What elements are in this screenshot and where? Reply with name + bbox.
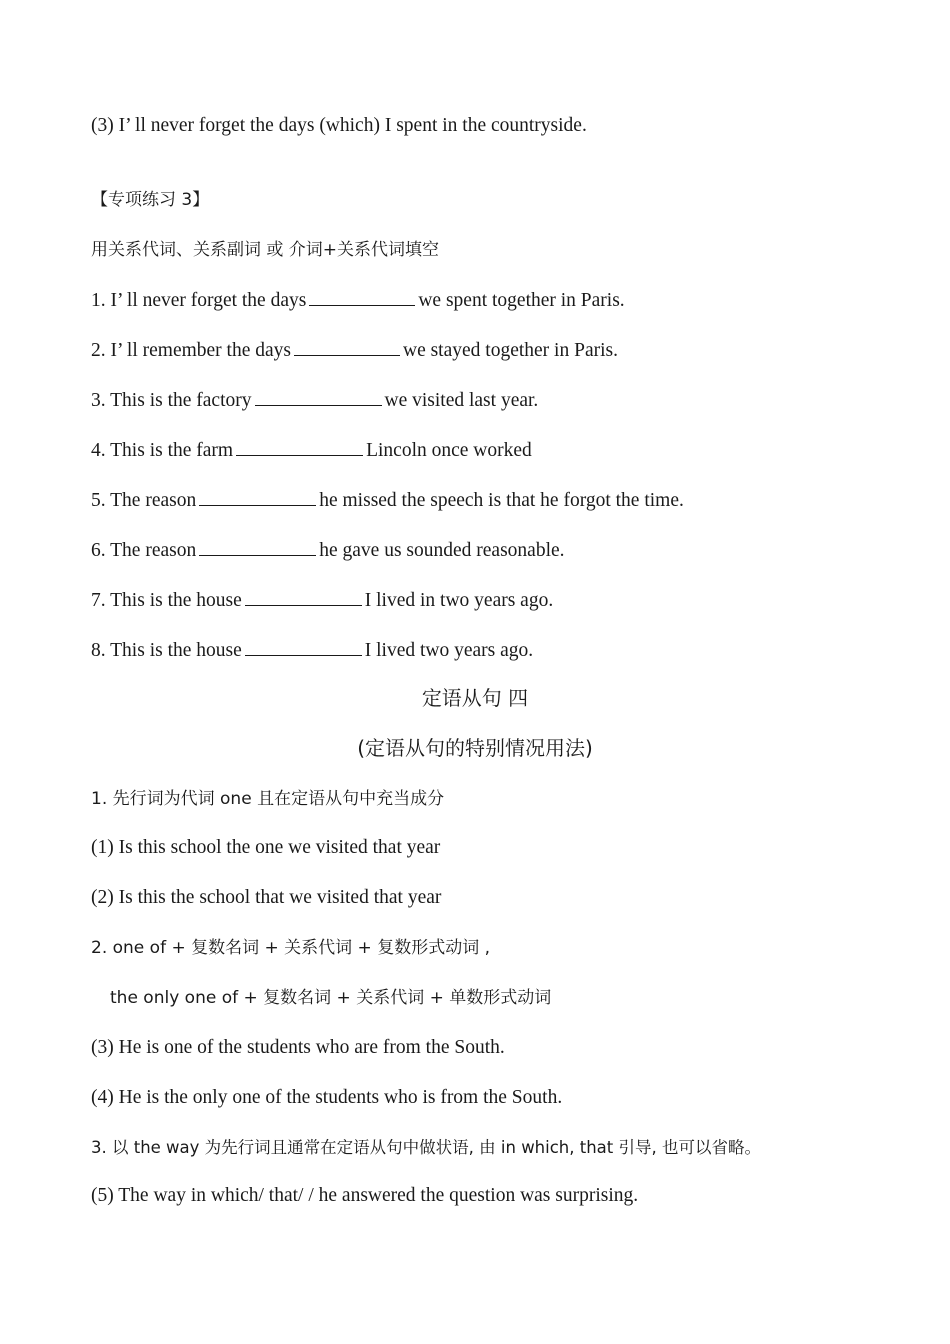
rule-1: 1. 先行词为代词 one 且在定语从句中充当成分 (91, 789, 445, 809)
question-1 (91, 287, 910, 314)
answer-blank-8[interactable] (245, 637, 362, 656)
answer-blank-4[interactable] (236, 437, 363, 456)
question-5-start: 5. The reason (91, 490, 197, 511)
question-4 (91, 437, 910, 464)
question-2-end: we stayed together in Paris. (402, 340, 618, 361)
question-8 (91, 637, 910, 664)
question-1-end: we spent together in Paris. (418, 290, 625, 311)
question-7-start: 7. This is the house (91, 590, 242, 611)
question-3 (91, 387, 910, 414)
answer-blank-3[interactable] (255, 387, 382, 406)
section-title: 【专项练习 3】 (91, 190, 210, 210)
question-7-end: I lived in two years ago. (364, 590, 554, 611)
question-6-end: he gave us sounded reasonable. (319, 540, 565, 561)
example-4: (4) He is the only one of the students who is from the South. (91, 1087, 563, 1108)
answer-blank-6[interactable] (199, 537, 316, 556)
question-8-end: I lived two years ago. (364, 640, 534, 661)
rule-3: 3. 以 the way 为先行词且通常在定语从句中做状语, 由 in which, that 引导, 也可以省略。 (91, 1138, 761, 1157)
question-5 (91, 487, 910, 514)
question-8-start: 8. This is the house (91, 640, 242, 661)
question-6 (91, 537, 910, 564)
answer-blank-2[interactable] (294, 337, 400, 356)
instruction: 用关系代词、关系副词 或 介词+关系代词填空 (91, 240, 440, 260)
example-line-3: (3) I’ ll never forget the days (which) I spent in the countryside. (91, 115, 587, 136)
question-1-start: 1. I’ ll never forget the days (91, 290, 307, 311)
answer-blank-1[interactable] (309, 287, 415, 306)
question-5-end: he missed the speech is that he forgot the time. (319, 490, 684, 511)
question-6-start: 6. The reason (91, 540, 197, 561)
answer-blank-5[interactable] (199, 487, 316, 506)
answer-blank-7[interactable] (245, 587, 362, 606)
question-2-start: 2. I’ ll remember the days (91, 340, 291, 361)
section-heading: 定语从句 四 (421, 686, 529, 710)
rule-2: 2. one of + 复数名词 + 关系代词 + 复数形式动词 , (91, 938, 491, 958)
example-2: (2) Is this the school that we visited that year (91, 887, 442, 908)
example-3: (3) He is one of the students who are from the South. (91, 1037, 505, 1058)
question-3-start: 3. This is the factory (91, 390, 252, 411)
question-3-end: we visited last year. (384, 390, 539, 411)
question-4-end: Lincoln once worked (366, 440, 532, 461)
question-2 (91, 337, 910, 364)
rule-2-continued: the only one of + 复数名词 + 关系代词 + 单数形式动词 (110, 988, 552, 1008)
example-1: (1) Is this school the one we visited that year (91, 837, 441, 858)
question-4-start: 4. This is the farm (91, 440, 234, 461)
question-7 (91, 587, 910, 614)
section-subheading: (定语从句的特别情况用法) (357, 736, 593, 760)
example-5: (5) The way in which/ that/ / he answered the question was surprising. (91, 1185, 639, 1206)
